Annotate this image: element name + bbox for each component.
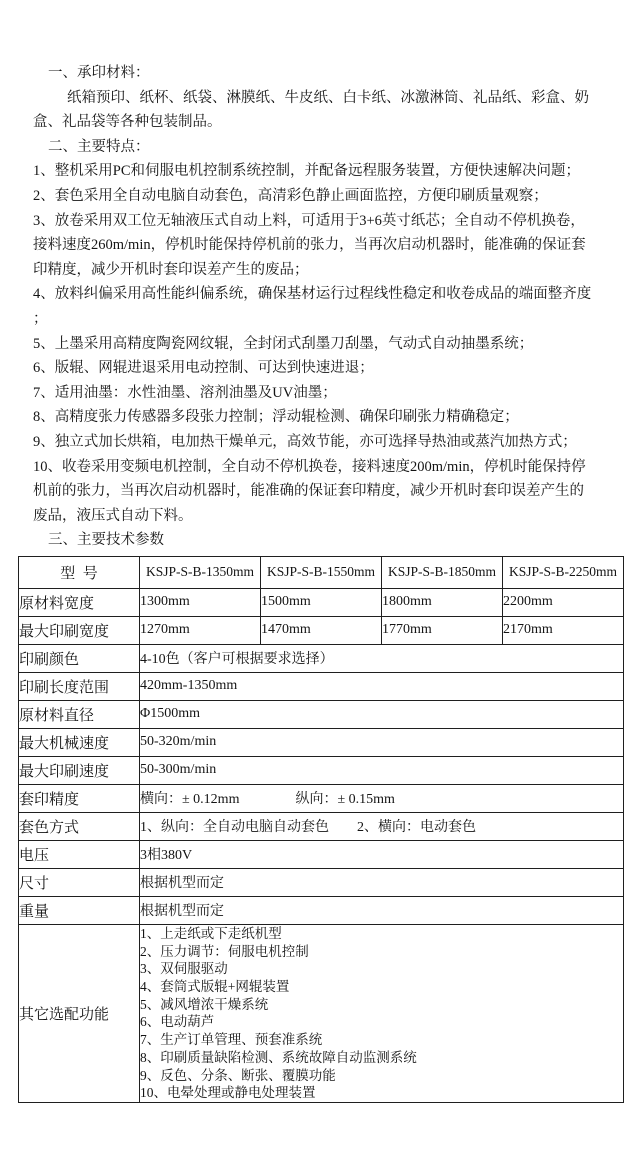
spec-options-section (19, 924, 624, 1102)
option-item: 8、印刷质量缺陷检测、系统故障自动监测系统 (140, 1049, 417, 1065)
options-row (19, 924, 624, 1102)
model-name-cell: KSJP-S-B-1550mm (261, 556, 382, 588)
materials-line: 盒、礼品袋等各种包装制品。 (33, 114, 222, 131)
option-item: 10、电晕处理或静电处理装置 (140, 1085, 316, 1101)
spec-value-cell: 根据机型而定 (140, 896, 624, 924)
feature-line: 8、高精度张力传感器多段张力控制；浮动辊检测、确保印刷张力精确稳定； (33, 409, 519, 426)
feature-line: 10、收卷采用变频电机控制，全自动不停机换卷，接料速度200m/min，停机时能保持停 (33, 458, 586, 475)
spec-value-cell: 3相380V (140, 840, 624, 868)
spec-value-cell: 2200mm (503, 588, 624, 616)
spec-row (19, 616, 624, 644)
options-list (140, 925, 623, 1102)
spec-label-cell: 套色方式 (19, 812, 140, 840)
spec-value-cell: 1800mm (382, 588, 503, 616)
feature-line: 印精度，减少开机时套印误差产生的废品； (33, 261, 309, 278)
feature-line: 3、放卷采用双工位无轴液压式自动上料，可适用于3+6英寸纸芯；全自动不停机换卷， (33, 212, 585, 229)
spec-row (19, 756, 624, 784)
spec-value-cell: 2170mm (503, 616, 624, 644)
option-item: 5、减风增浓干燥系统 (140, 996, 269, 1012)
spec-value-cell: 1770mm (382, 616, 503, 644)
model-header-label: 型 号 (19, 556, 140, 588)
spec-label-cell: 尺寸 (19, 868, 140, 896)
spec-label-cell: 套印精度 (19, 784, 140, 812)
intro-text-block (0, 0, 640, 553)
spec-label-cell: 印刷长度范围 (19, 672, 140, 700)
spec-label-cell: 重量 (19, 896, 140, 924)
feature-line: 废品，液压式自动下料。 (33, 507, 193, 524)
spec-value-cell: 根据机型而定 (140, 868, 624, 896)
spec-value-cell: 1270mm (140, 616, 261, 644)
option-item: 9、反色、分条、断张、覆膜功能 (140, 1067, 336, 1083)
spec-row (19, 672, 624, 700)
spec-label-cell: 最大印刷宽度 (19, 616, 140, 644)
spec-value-cell: 横向：± 0.12mm 纵向：± 0.15mm (140, 784, 624, 812)
option-item: 1、上走纸或下走纸机型 (140, 925, 282, 941)
spec-table-header (19, 556, 624, 588)
spec-span-rows (19, 644, 624, 924)
option-item: 2、压力调节：伺服电机控制 (140, 943, 309, 959)
spec-value-cell: 420mm-1350mm (140, 672, 624, 700)
model-name-cell: KSJP-S-B-1850mm (382, 556, 503, 588)
features-list (33, 159, 612, 528)
spec-value-cell: 1、纵向：全自动电脑自动套色 2、横向：电动套色 (140, 812, 624, 840)
spec-table (18, 556, 624, 1103)
spec-value-cell: 50-300m/min (140, 756, 624, 784)
option-item: 4、套筒式版辊+网辊装置 (140, 978, 290, 994)
materials-line: 纸箱预印、纸杯、纸袋、淋膜纸、牛皮纸、白卡纸、冰激淋筒、礼品纸、彩盒、奶 (67, 89, 589, 106)
feature-line: 1、整机采用PC和伺服电机控制系统控制，并配备远程服务装置，方便快速解决问题； (33, 163, 580, 180)
spec-row (19, 812, 624, 840)
feature-line: ； (33, 310, 48, 327)
spec-row (19, 700, 624, 728)
feature-line: 2、套色采用全自动电脑自动套色，高清彩色静止画面监控，方便印刷质量观察； (33, 187, 548, 204)
spec-row (19, 644, 624, 672)
feature-line: 6、版辊、网辊进退采用电动控制、可达到快速进退； (33, 360, 374, 377)
feature-line: 4、放料纠偏采用高性能纠偏系统，确保基材运行过程线性稳定和收卷成品的端面整齐度 (33, 286, 592, 303)
feature-line: 7、适用油墨：水性油墨、溶剂油墨及UV油墨； (33, 384, 337, 401)
section-heading-features: 二、主要特点： (48, 138, 150, 155)
model-name-cell: KSJP-S-B-2250mm (503, 556, 624, 588)
spec-label-cell: 电压 (19, 840, 140, 868)
feature-line: 接料速度260m/min，停机时能保持停机前的张力，当再次启动机器时，能准确的保证套 (33, 237, 586, 254)
spec-value-cell: 1470mm (261, 616, 382, 644)
spec-row (19, 784, 624, 812)
spec-label-cell: 最大机械速度 (19, 728, 140, 756)
spec-grid-rows (19, 588, 624, 644)
spec-row (19, 588, 624, 616)
model-name-cell: KSJP-S-B-1350mm (140, 556, 261, 588)
option-item: 7、生产订单管理、预套准系统 (140, 1032, 323, 1048)
spec-label-cell: 原材料宽度 (19, 588, 140, 616)
spec-value-cell: 50-320m/min (140, 728, 624, 756)
spec-label-cell: 印刷颜色 (19, 644, 140, 672)
section-heading-materials: 一、承印材料： (48, 65, 150, 81)
spec-value-cell: 4-10色（客户可根据要求选择） (140, 644, 624, 672)
spec-value-cell: Φ1500mm (140, 700, 624, 728)
options-value-cell (140, 924, 624, 1102)
spec-row (19, 896, 624, 924)
spec-row (19, 868, 624, 896)
feature-line: 机前的张力，当再次启动机器时，能准确的保证套印精度，减少开机时套印误差产生的 (33, 483, 584, 500)
spec-label-cell: 原材料直径 (19, 700, 140, 728)
option-item: 3、双伺服驱动 (140, 961, 228, 977)
feature-line: 9、独立式加长烘箱，电加热干燥单元，高效节能，亦可选择导热油或蒸汽加热方式； (33, 433, 577, 450)
table-header-row (19, 556, 624, 588)
spec-value-cell: 1300mm (140, 588, 261, 616)
section-heading-specs: 三、主要技术参数 (48, 532, 164, 549)
spec-label-cell: 其它选配功能 (19, 924, 140, 1102)
spec-value-cell: 1500mm (261, 588, 382, 616)
spec-label-cell: 最大印刷速度 (19, 756, 140, 784)
spec-row (19, 840, 624, 868)
option-item: 6、电动葫芦 (140, 1014, 215, 1030)
feature-line: 5、上墨采用高精度陶瓷网纹辊，全封闭式刮墨刀刮墨，气动式自动抽墨系统； (33, 335, 534, 352)
spec-row (19, 728, 624, 756)
